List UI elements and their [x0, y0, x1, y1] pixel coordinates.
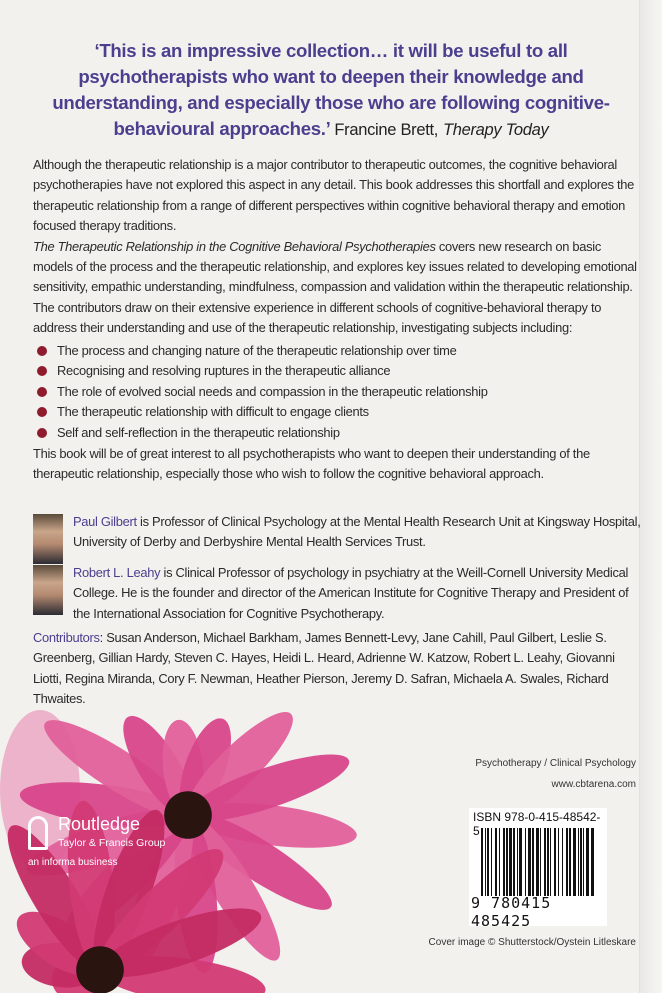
author-photo [33, 514, 63, 564]
isbn-barcode [469, 808, 607, 930]
barcode-bar [540, 828, 541, 896]
barcode-bar [558, 828, 559, 896]
publisher-group: Taylor & Francis Group [58, 837, 166, 849]
publisher-name: Routledge [58, 814, 141, 834]
routledge-logo-icon [28, 816, 48, 850]
barcode-bar [547, 828, 549, 896]
contributors [33, 628, 633, 710]
barcode-bar [506, 828, 508, 896]
bullet-icon [37, 387, 47, 397]
quote-author: Francine Brett, [334, 121, 439, 139]
barcode-bar [513, 828, 515, 896]
author-bio [33, 563, 643, 624]
list-item [33, 341, 643, 362]
cover-credit: Cover image © Shutterstock/Oystein Litleskare [428, 937, 636, 948]
isbn-text: ISBN 978-0-415-48542-5 [473, 810, 601, 838]
list-item-text: Recognising and resolving ruptures in the therapeutic alliance [57, 363, 391, 379]
barcode-bar [487, 828, 489, 896]
author-bio [33, 512, 643, 553]
barcode-bar [519, 828, 522, 896]
list-item-text: Self and self-reflection in the therapeutic relationship [57, 425, 340, 441]
barcode-bar [578, 828, 579, 896]
spine-edge [639, 0, 662, 993]
barcode-number: 9 780415 485425 [471, 894, 552, 930]
author-description: is Professor of Clinical Psychology at the Mental Health Research Unit at Kingsway Hospital, University of Derby and Derbyshire Mental Health Services Trust. [73, 514, 641, 550]
barcode-bar [544, 828, 546, 896]
contributors-list: : Susan Anderson, Michael Barkham, James Bennett-Levy, Jane Cahill, Paul Gilbert, Leslie S. Greenberg, Gillian Hardy, Steven C. Hayes, Heidi L. Heard, Adrienne W. Katzow, Robert L. Leahy, Giovanni Liotti, Regina Miranda, Cory F. Newman, Heather Pierson, Jeremy D. Safran, Michaela A. Swales, Richard Thwaites. [33, 630, 615, 707]
barcode-bar [566, 828, 568, 896]
flower-center [164, 791, 212, 839]
publisher-tagline: an informa business [28, 857, 118, 868]
bullet-icon [37, 366, 47, 376]
author-name: Paul Gilbert [73, 514, 137, 529]
barcode-bar [562, 828, 563, 896]
endorsement-quote [36, 38, 626, 143]
description-paragraph-2 [33, 237, 643, 339]
description-paragraph-3: This book will be of great interest to all psychotherapists who want to deepen their understanding of the therapeutic relationship, especially those who wish to follow the cognitive behavioral approach. [33, 445, 590, 482]
author-photo [33, 565, 63, 615]
author-description: is Clinical Professor of psychology in psychiatry at the Weill-Cornell University Medical College. He is the founder and director of the American Institute for Cognitive Therapy and President of the International Association for Cognitive Psychotherapy. [73, 565, 629, 621]
book-title: The Therapeutic Relationship in the Cognitive Behavioral Psychotherapies [33, 238, 436, 254]
list-item [33, 361, 643, 382]
subject-category: Psychotherapy / Clinical Psychology [475, 758, 636, 769]
list-item [33, 382, 643, 403]
barcode-bar [491, 828, 492, 896]
barcode-bar [591, 828, 594, 896]
barcode-bar [583, 828, 584, 896]
barcode-bar [485, 828, 486, 896]
description-paragraph-1: Although the therapeutic relationship is a major contributor to therapeutic outcomes, the cognitive behavioral psychotherapies have not explored this aspect in any detail. This book addresses this shortfall and explores the therapeutic relationship from a range of different perspectives within cognitive behavioral therapy and emotion focused therapy traditions. [33, 157, 635, 234]
topics-list [33, 341, 643, 444]
barcode-bar [580, 828, 582, 896]
quote-source: Therapy Today [442, 121, 549, 139]
list-item-text: The role of evolved social needs and compassion in the therapeutic relationship [57, 383, 488, 399]
flower-center [76, 946, 124, 993]
barcode-bar [503, 828, 505, 896]
barcode-bar [499, 828, 500, 896]
barcode-bar [536, 828, 539, 896]
barcode-bar [550, 828, 551, 896]
barcode-bar [528, 828, 531, 896]
description-paragraph-2-text: covers new research on basic models of the process and the therapeutic relationship, and explores key issues related to developing emotional sensitivity, empathic understanding, mindfulness, compassion and validation within the therapeutic relationship. The contributors draw on their extensive experience in different schools of cognitive-behavioral therapy to address their understanding and use of the therapeutic relationship, investigating subjects including: [33, 238, 637, 336]
book-description [33, 155, 643, 484]
barcode-bar [517, 828, 518, 896]
barcode-bar [573, 828, 576, 896]
list-item [33, 402, 643, 423]
contributors-label: Contributors [33, 630, 100, 645]
barcode-bar [495, 828, 497, 896]
barcode-bar [532, 828, 534, 896]
list-item-text: The process and changing nature of the therapeutic relationship over time [57, 342, 457, 358]
bullet-icon [37, 428, 47, 438]
list-item [33, 423, 643, 444]
list-item-text: The therapeutic relationship with difficult to engage clients [57, 404, 369, 420]
author-name: Robert L. Leahy [73, 565, 161, 580]
barcode-bars [481, 828, 601, 896]
website: www.cbtarena.com [551, 779, 636, 790]
barcode-bar [569, 828, 571, 896]
bullet-icon [37, 407, 47, 417]
barcode-bar [509, 828, 512, 896]
barcode-bar [481, 828, 483, 896]
barcode-bar [554, 828, 556, 896]
bullet-icon [37, 346, 47, 356]
barcode-bar [525, 828, 526, 896]
quote-text: ‘This is an impressive collection… it will be useful to all psychotherapists who want to deepen their knowledge and understanding, and especially those who are following cognitive-behavioural approaches.’ [52, 40, 610, 139]
barcode-bar [586, 828, 589, 896]
